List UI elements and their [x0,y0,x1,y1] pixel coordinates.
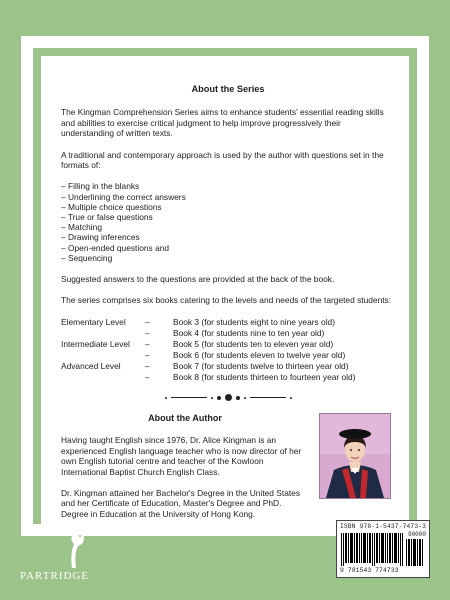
ornament-dot [165,397,167,399]
barcode-addon: 90000 [407,531,426,538]
series-approach: A traditional and contemporary approach is used by the author with questions set in the formats of: [61,149,384,171]
ornament-dot [211,397,213,399]
level-dash: – [145,316,150,327]
author-photo [319,413,391,499]
format-item: – Matching [61,222,395,232]
back-cover-content [61,84,395,530]
level-dash: – [145,371,150,382]
levels-table [61,317,395,383]
author-text [61,413,309,530]
level-book: Book 7 (for students twelve to thirteen year old) [173,360,349,371]
author-bio: Dr. Kingman attained her Bachelor's Degree in the United States and her Certificate of Education, Master's Degree and PhD. Degree in Education at the University of Hong Kong. [61,487,301,519]
author-section [61,413,395,530]
level-book: Book 5 (for students ten to eleven year old) [173,338,334,349]
level-name: Advanced Level [61,360,121,371]
level-name: Intermediate Level [61,338,130,349]
level-row [61,372,395,383]
level-book: Book 4 (for students nine to ten year old) [173,327,325,338]
level-name [61,328,145,339]
partridge-bird-icon [58,528,98,572]
level-dash: – [145,338,150,349]
level-name [61,372,145,383]
ornament-line [250,397,286,398]
ornament-line [171,397,207,398]
level-dash: – [145,327,150,338]
format-item: – Filling in the blanks [61,181,395,191]
format-item: – Drawing inferences [61,232,395,242]
format-item: – Open-ended questions and [61,243,395,253]
level-row [61,350,395,361]
author-portrait-illustration [320,414,390,498]
ornament-dot [217,396,221,400]
level-row [61,339,395,350]
series-title: About the Series [191,84,265,94]
isbn-barcode [336,520,430,578]
format-item: – True or false questions [61,212,395,222]
level-row [61,361,395,372]
level-row [61,317,395,328]
level-name [61,350,145,361]
formats-list [61,181,395,263]
level-book: Book 3 (for students eight to nine years old) [173,316,336,327]
ornament-dot [236,396,240,400]
section-divider-ornament [61,393,395,403]
level-name: Elementary Level [61,316,126,327]
level-book: Book 6 (for students eleven to twelve year old) [173,349,346,360]
publisher-name: PARTRIDGE [20,570,90,582]
ornament-dot [244,397,246,399]
author-title: About the Author [148,412,222,423]
author-bio: Having taught English since 1976, Dr. Alice Kingman is an experienced English language teacher who is now director of her own English tutorial centre and teacher of the Kowloon International Baptist Church English Class. [61,435,302,477]
level-row [61,328,395,339]
format-item: – Underlining the correct answers [61,192,395,202]
answers-note: Suggested answers to the questions are provided at the back of the book. [61,274,335,285]
format-item: – Sequencing [61,253,395,263]
ornament-dot [290,397,292,399]
barcode-digits: 9 781543 774733 [340,567,399,574]
ornament-dot [225,394,232,401]
isbn-number: ISBN 978-1-5437-7473-3 [340,523,427,530]
series-intro: The Kingman Comprehension Series aims to enhance students' essential reading skills and abilities to exercise critical judgment to help improve progressively their understanding of written texts. [61,107,384,139]
publisher-logo [20,528,120,592]
format-item: – Multiple choice questions [61,202,395,212]
level-dash: – [145,349,150,360]
series-comprises: The series comprises six books catering to the levels and needs of the targeted students: [61,295,392,306]
level-book: Book 8 (for students thirteen to fourteen year old) [173,371,356,382]
level-dash: – [145,360,150,371]
